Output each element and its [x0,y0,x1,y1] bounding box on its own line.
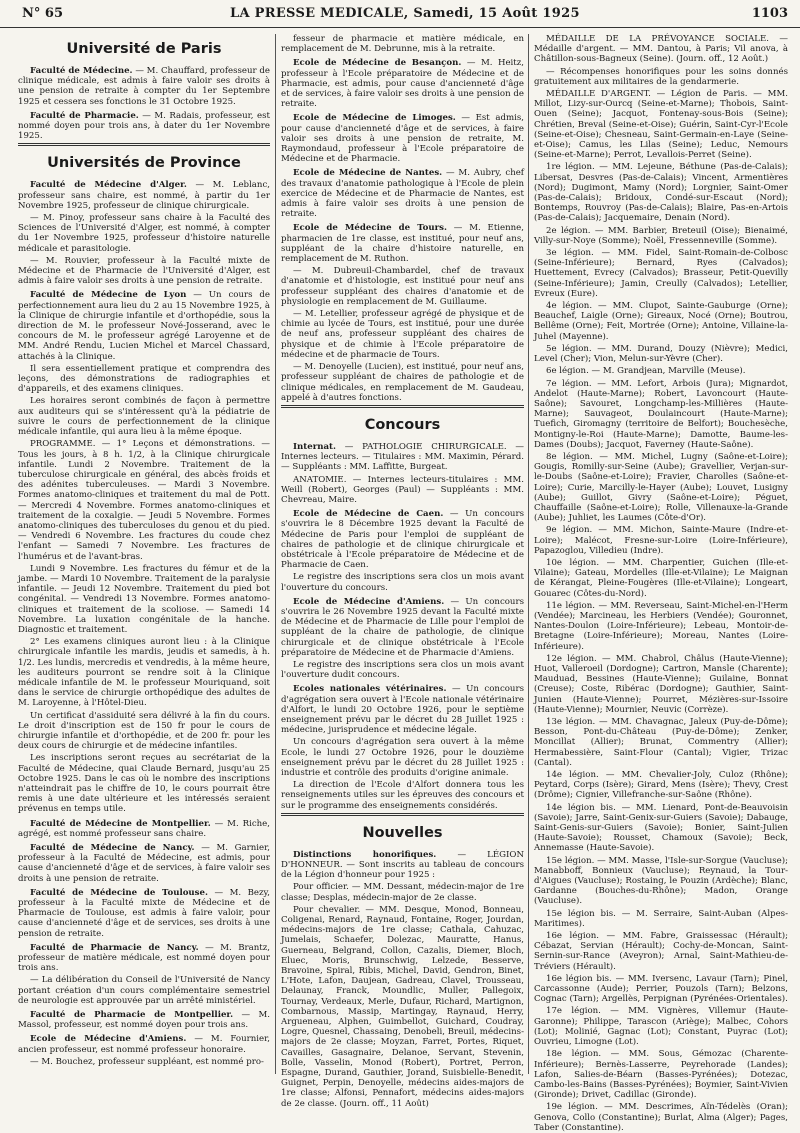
paragraph-lead: Ecole de Médecine de Caen. [293,509,444,520]
paragraph-lead: Faculté de Médecine de Montpellier. [30,818,211,829]
paragraph [534,379,788,450]
paragraph [281,309,524,360]
journal-title: LA PRESSE MEDICALE, Samedi, 15 Août 1925 [230,6,580,21]
paragraph-text: — LÉGION D'HONNEUR. — Sont inscrits au tableau de concours de la Légion d'honneur pour 1925 : [281,849,524,881]
paragraph-text: 6e légion. — M. Grandjean, Marville (Meuse). [546,366,746,377]
paragraph [18,439,270,561]
paragraph [281,572,524,592]
paragraph-text: 11e légion. — MM. Reverseau, Saint-Michel-en-l'Herm (Vendée); Marcineau, les Herbiers (Vendée); Gouronnet, Nantes-Doulon (Loire-Inférieure); Lebeau, Montoir-de-Bretagne (Loire-Inférieure); Moreau, Nantes (Loire-Inférieure). [534,600,788,652]
paragraph-text: — M. Dubreuil-Chambardel, chef de travaux d'anatomie et d'histologie, est institué pour neuf ans professeur suppléant des chaires d'anatomie et de physiologie en remplacement de M. Guillaume. [281,266,524,307]
paragraph [18,753,270,814]
paragraph [18,888,270,939]
paragraph [534,452,788,523]
paragraph-text: — M. Fournier, ancien professeur, est nommé professeur honoraire. [18,1034,270,1055]
paragraph-lead: Ecole de Médecine de Besançon. [293,58,462,69]
paragraph-lead: Faculté de Médecine de Lyon [30,290,187,301]
paragraph [281,780,524,811]
paragraph [18,1034,270,1054]
paragraph [18,843,270,884]
paragraph [534,909,788,929]
paragraph-text: 2e légion. — MM. Barbier, Breteuil (Oise); Bienaimé, Villy-sur-Noye (Somme); Noël, Fressenneville (Somme). [534,225,788,246]
paragraph-text: — M. Riche, agrégé, est nommé professeur sans chaire. [18,818,270,839]
paragraph [281,266,524,307]
section-title: Concours [364,416,441,433]
paragraph-text: Il sera essentiellement pratique et comprendra des leçons, des démonstrations de radiographies et d'appareils, et des examens cliniques. [18,363,270,395]
paragraph-lead: Ecole de Médecine d'Amiens. [293,596,445,607]
paragraph-text: — M. Bouchez, professeur suppléant, est nommé pro- [30,1056,264,1067]
paragraph [534,856,788,907]
paragraph-text: — Un concours d'agrégation sera ouvert à l'Ecole nationale vétérinaire d'Alfort, le lundi 20 Octobre 1926, pour le septième enseignement prévu par le décret du 28 Juillet 1925 : médecine, jurisprudence et médecine légale. [281,684,524,736]
paragraph [18,213,270,254]
paragraph-text: — Un cours de perfectionnement aura lieu du 2 au 15 Novembre 1925, à la Clinique de chirurgie infantile et d'orthopédie, sous la direction de M. le professeur Nové-Josserand, avec le concours de M. le professeur agrégé Laroyenne et de MM. André Rendu, Lucien Michel et Marcel Chassard, attachés à la Clinique. [18,290,270,362]
page-header [0,0,800,28]
paragraph [18,943,270,974]
paragraph-text: 2° Les examens cliniques auront lieu : à la Clinique chirurgicale infantile les mardis, jeudis et samedis, à h. 1/2. Les lundis, mercredis et vendredis, à la même heure, les auditeurs pourront se rendre soit à la Clinique médicale infantile de M. le professeur Mouriquand, soit dans le service de chirurgie orthopédique des adultes de M. Laroyenne, à l'Hôtel-Dieu. [18,637,270,709]
paragraph [18,66,270,107]
paragraph-text: Pour officier. — MM. Dessant, médecin-major de 1re classe; Desplas, médecin-major de 2e classe. [281,882,524,903]
paragraph-text: — M. Rouvier, professeur à la Faculté mixte de Médecine et de Pharmacie de l'Université d'Alger, est admis à faire valoir ses droits à une pension de retraite. [18,255,270,287]
paragraph-text: — PATHOLOGIE CHIRURGICALE. — Internes lecteurs. — Titulaires : MM. Maximin, Pérard. — Suppléants : MM. Laffitte, Burgeat. [281,441,524,473]
paragraph [281,362,524,403]
page-number: 1103 [751,6,788,21]
paragraph-text: — M. Heitz, professeur à l'Ecole préparatoire de Médecine et de Pharmacie, est admis, pour cause d'ancienneté d'âge et de services, à faire valoir ses droits à une pension de retraite. [281,58,524,110]
paragraph [534,770,788,801]
paragraph-text: 15e légion. — MM. Masse, l'Isle-sur-Sorgue (Vaucluse); Manabboff, Bonnieux (Vaucluse); Reynaud, la Tour-d'Aigues (Vaucluse); Rostaing, le Pouzin (Ardèche); Blanc, Gardanne (Bouches-du-Rhône); Madon, Orange (Vaucluse). [534,855,788,907]
paragraph [534,34,788,65]
paragraph-lead: Faculté de Médecine d'Alger. [30,180,187,191]
paragraph-text: Lundi 9 Novembre. Les fractures du fémur et de la jambe. — Mardi 10 Novembre. Traitement de la paralysie infantile. — Jeudi 12 Novembre. Traitement du pied bot congénital. — Vendredi 13 Novembre. Formes anatomo-cliniques et traitement de la scoliose. — Samedi 14 Novembre. La luxation congénitale de la hanche. Diagnostic et traitement. [18,563,270,635]
paragraph [281,737,524,778]
paragraph [18,364,270,395]
paragraph-lead: Faculté de Médecine de Nancy. [30,843,195,854]
column-middle [281,34,524,1109]
paragraph-lead: Faculté de Pharmacie. [30,110,139,121]
paragraph [534,525,788,556]
section-divider [18,143,270,146]
paragraph [534,248,788,299]
paragraph [18,180,270,211]
paragraph [281,475,524,506]
paragraph [534,301,788,342]
paragraph [18,1010,270,1030]
paragraph-text: 16e légion bis. — MM. Iversenc, Lavaur (Tarn); Pinel, Carcassonne (Aude); Perrier, Pouzols (Tarn); Belzons, Cognac (Tarn); Argellès, Perpignan (Pyrénées-Orientales). [534,973,788,1005]
paragraph [18,637,270,708]
paragraph-text: — M. Leblanc, professeur sans chaire, est nommé, à partir du 1er Novembre 1925, professeur de clinique chirurgicale. [18,180,270,211]
paragraph-text: 14e légion bis. — MM. Lienard, Pont-de-Beauvoisin (Savoie); Jarre, Saint-Genix-sur-Guiers (Savoie); Dabauge, Saint-Genis-sur-Guiers (Savoie); Bonier, Saint-Julien (Haute-Savoie); Rousset, Chamoux (Savoie); Beck, Annemasse (Haute-Savoie). [534,802,788,854]
paragraph-lead: Faculté de Médecine de Toulouse. [30,887,208,898]
paragraph-lead: Faculté de Médecine. [30,66,133,76]
paragraph-text: Pour chevalier. — MM. Desque, Monod, Bonneau, Coligenai, Renard, Raynaud, Fontaine, Roger, Jourdan, médecins-majors de 1re classe; Cathala, Cahuzac, Jumelais, Schaefer, Dolezac, Mauratte, Hanus, Guerneau, Belgrand, Collon, Cazalis, Diemer, Bloch, Eluec, Moris, Brunschwig, Lelzede, Besserve, Bravoine, Spiral, Ribis, Michel, David, Gendron, Binet, L'Hote, Lafon, Daujean, Gadreau, Clavel, Trousseau, Delaunay, Franck, Moundlic, Muller, Pallegoix, Tournay, Verdeaux, Merle, Dufaur, Richard, Martignon, Combarnous, Massip, Martingay, Raynaud, Herry, Argueneau, Alphen, Guimbellot, Guichard, Coudray, Logre, Quesnel, Chassaing, Denobeli, Breuil, médecins-majors de 2e classe; Moyzan, Farret, Portes, Riquet, Cavailles, Gasagnaire, Delanoe, Servant, Stevenin, Bolle, Vasselin, Monod (Robert), Portret, Perron, Espagne, Durand, Gauthier, Jorand, Suisbielle-Benedit, Guignet, Perpin, Denoyelle, médecins aides-majors de 1re classe; Alfonsi, Pennafort, médecins aides-majors de 2e classe. (Journ. off., 11 Août) [281,904,524,1109]
issue-number: N° 65 [22,6,63,21]
paragraph-text: Le registre des inscriptions sera clos un mois avant l'ouverture du concours. [281,572,524,593]
paragraph [281,223,524,264]
paragraph [281,34,524,54]
paragraph-lead: Distinctions honorifiques. [293,849,437,860]
paragraph [281,58,524,109]
paragraph-text: — Un concours s'ouvrira le 8 Décembre 1925 devant la Faculté de Médecine de Paris pour l'emploi de suppléant de chaires de pathologie et de clinique chirurgicale et obstétricale à l'Ecole préparatoire de Médecine et de Pharmacie de Caen. [281,509,524,571]
paragraph [281,168,524,219]
column-left [18,34,270,1076]
paragraph [18,975,270,1006]
paragraph-text: 18e légion. — MM. Sous, Gémozac (Charente-Inférieure); Bernès-Lasserre, Peyrehorade (Landes); Lafon, Salies-de-Béarn (Basses-Pyrénées); Dotezac, Cambo-les-Bains (Basses-Pyrénées); Boymier, Saint-Vivien (Gironde); Drivet, Cadillac (Gironde). [534,1049,788,1101]
paragraph-text: — M. Pinoy, professeur sans chaire à la Faculté des Sciences de l'Université d'Alger, est nommé, à compter du 1er Novembre 1925, professeur d'histoire naturelle médicale et parasitologie. [18,213,270,254]
paragraph [18,819,270,839]
paragraph-text: MÉDAILLE DE LA PRÉVOYANCE SOCIALE. — Médaille d'argent. — MM. Dantou, à Paris; Vil anova, à Châtillon-sous-Bagneux (Seine). (Journ. off., 12 Août.) [534,34,788,65]
paragraph-text: 9e légion. — MM. Michon, Sainte-Maure (Indre-et-Loire); Malécot, Fresne-sur-Loire (Loire-Inférieure), Papazoglou, Villedieu (Indre). [534,525,788,556]
paragraph-text: MÉDAILLE D'ARGENT. — Légion de Paris. — MM. Millot, Lizy-sur-Ourcq (Seine-et-Marne); Thobois, Saint-Ouen (Seine); Jacquot, Fontenay-sous-Bois (Seine); Chrétien, Breval (Seine-et-Oise); Guérin, Saint-Cyr-l'Ecole (Seine-et-Oise); Chesneau, Saint-Germain-en-Laye (Seine-et-Oise); Camus, les Lilas (Seine); Leduc, Nemours (Seine-et-Marne); Perrot, Levallois-Perret (Seine). [534,89,788,161]
paragraph [281,660,524,680]
paragraph [534,1049,788,1100]
paragraph-text: ANATOMIE. — Internes lecteurs-titulaires : MM. Weill (Robert), Georges (Paul) — Suppléants : MM. Chevreau, Maire. [281,474,524,505]
paragraph [281,684,524,735]
paragraph-text: — Un concours s'ouvrira le 26 Novembre 1925 devant la Faculté mixte de Médecine et de Pharmacie de Lille pour l'emploi de suppléant de la chaire de pathologie, de clinique chirurgicale et de clinique obstétricale à l'Ecole préparatoire de Médecine et de Pharmacie d'Amiens. [281,596,524,658]
paragraph [18,290,270,361]
paragraph [534,1006,788,1047]
paragraph [534,344,788,364]
paragraph [534,162,788,223]
paragraph-text: 3e légion. — MM. Fidel, Saint-Romain-de-Colbosc (Seine-Inférieure); Bernard, Ryes (Calvados); Huettement, Evrecy (Calvados); Brasseur, Petit-Quevilly (Seine-Inférieure); Jamin, Creully (Calvados); Letellier, Evreux (Eure). [534,248,788,299]
section-divider [281,405,524,408]
paragraph-lead: Faculté de Pharmacie de Montpellier. [30,1010,234,1021]
paragraph-text: 5e légion. — MM. Durand, Douzy (Nièvre); Medici, Level (Cher); Vion, Melun-sur-Yèvre (Cher). [534,343,788,365]
paragraph [534,931,788,972]
column-rule [275,34,276,1074]
paragraph [534,89,788,160]
paragraph-text: 19e légion. — MM. Descrimes, Aïn-Tédelès (Oran); Genova, Collo (Constantine); Burlat, Alma (Alger); Pages, Taber (Constantine). [534,1102,788,1133]
section-divider [281,813,524,816]
paragraph [281,442,524,473]
paragraph-lead: Ecole de Médecine d'Amiens. [30,1034,187,1045]
paragraph-lead: Ecole de Médecine de Tours. [293,223,447,234]
column-right [534,34,788,1133]
paragraph-lead: Ecole de Médecine de Nantes. [293,168,443,179]
paragraph-text: 10e légion. — MM. Charpentier, Guichen (Ille-et-Vilaine); Gateau, Mordelles (Ille-et-Vilaine); Le Maignan de Kérangat, Pleine-Fougères (Ille-et-Vilaine); Longeart, Gouarec (Côtes-du-Nord). [534,557,788,599]
paragraph-text: 15e légion bis. — M. Serraire, Saint-Auban (Alpes-Maritimes). [534,908,788,929]
paragraph-text: 8e légion. — MM. Michel, Lugny (Saône-et-Loire); Gougis, Romilly-sur-Seine (Aube); Gravellier, Verjan-sur-le-Doubs (Saône-et-Loire); Fravier, Charolles (Saône-et-Loire); Curie, Marcilly-le-Hayer (Aube); Louvet, Lusigny (Aube); Guillot, Givry (Saône-et-Loire); Péguet, Chauffaille (Saône-et-Loire); Rolle, Villenauxe-la-Grande (Aube); Juhliet, les Laumes (Côte-d'Or). [534,451,788,524]
paragraph-text: — M. Aubry, chef des travaux d'anatomie pathologique à l'Ecole de plein exercice de Médecine et de Pharmacie de Nantes, est admis à faire valoir ses droits à une pension de retraite. [281,168,524,220]
paragraph-text: — M. Denoyelle (Lucien), est institué, pour neuf ans, professeur suppléant de chaires de pathologie et de clinique médicales, en remplacement de M. Gaudeau, appelé à d'autres fonctions. [281,362,524,403]
paragraph-text: — Récompenses honorifiques pour les soins donnés gratuitement aux militaires de la gendarmerie. [534,66,788,87]
paragraph [18,396,270,437]
paragraph-text: 17e légion. — MM. Vignères, Villemur (Haute-Garonne); Philippe, Tarascon (Ariège); Malbec, Cohors (Lot); Molinié, Gagnac (Lot); Constant, Puyrac (Lot); Ouvrieu, Limogne (Lot). [534,1006,788,1048]
section-title: Nouvelles [362,824,443,841]
paragraph-text: 4e légion. — MM. Clupot, Sainte-Gauburge (Orne); Beauchef, Laigle (Orne); Gireaux, Nocé (Orne); Boutrou, Bellême (Orne); Feit, Mortrée (Orne); Antoine, Villaine-la-Juhel (Mayenne). [534,301,788,342]
paragraph [18,711,270,752]
paragraph-text: — M. Garnier, professeur à la Faculté de Médecine, est admis, pour cause d'ancienneté d'âge et de services, à faire valoir ses droits à une pension de retraite. [18,843,271,884]
paragraph-lead: Ecole de Médecine de Limoges. [293,113,456,124]
paragraph [281,597,524,658]
section-title: Universités de Province [47,155,241,172]
paragraph-text: — M. Massol, professeur, est nommé doyen pour trois ans. [18,1010,270,1031]
paragraph [18,1057,270,1067]
paragraph-text: Le registre des inscriptions sera clos un mois avant l'ouverture dudit concours. [281,659,524,681]
paragraph-text: Les horaires seront combinés de façon à permettre aux auditeurs qui se s'intéressent qu'à la pédiatrie de suivre le cours de perfectionnement de la clinique médicale infantile, qui aura lieu à la même époque. [18,396,270,438]
paragraph-text: — Est admis, pour cause d'ancienneté d'âge et de services, à faire valoir ses droits à une pension de retraite, M. Raymondaud, professeur à l'Ecole préparatoire de Médecine et de Pharmacie. [281,113,524,165]
paragraph-text: 16e légion. — MM. Fabre, Graissessac (Hérault); Cébazat, Servian (Hérault); Cochy-de-Moncan, Saint-Sernin-sur-Rance (Aveyron); Arnal, Saint-Mathieu-de-Tréviers (Hérault). [534,931,788,972]
paragraph [534,366,788,376]
paragraph-text: 12e légion. — MM. Chabrol, Châlus (Haute-Vienne); Huot, Valleroeil (Dordogne); Cartron, Mansle (Charente); Mauduad, Bessines (Haute-Vienne); Guilaine, Bonnat (Creuse); Coste, Ribérac (Dordogne); Gauthier, Saint-Junien (Haute-Vienne); Pourret, Mézières-sur-Issoire (Haute-Vienne); Mournier, Neuvic (Corrèze). [534,653,788,715]
paragraph-text: 14e légion. — MM. Chevalier-Joly, Culoz (Rhône); Peytard, Corps (Isère); Girard, Mens (Isère); Thevy, Crest (Drôme); Cignier, Villefranche-sur-Saône (Rhône). [534,770,788,801]
paragraph [534,67,788,87]
paragraph-text: PROGRAMME. — 1° Leçons et démonstrations. — Tous les jours, à 8 h. 1/2, à la Clinique chirurgicale infantile. Lundi 2 Novembre. Traitement de la tuberculose chirurgicale en général, des abcès froids et des adénites tuberculeuses. — Mardi 3 Novembre. Formes anatomo-cliniques et traitement du mal de Pott. — Mercredi 4 Novembre. Formes anatomo-cliniques et traitement de la coxalgie. — Jeudi 5 Novembre. Formes anatomo-cliniques des tuberculoses du genou et du pied. — Vendredi 6 Novembre. Les fractures du coude chez l'enfant — Samedi 7 Novembre. Les fractures de l'humérus et de l'avant-bras. [18,439,270,562]
paragraph-text: — M. Etienne, pharmacien de 1re classe, est institué, pour neuf ans, suppléant de la chaire d'histoire naturelle, en remplacement de M. Ruthon. [281,223,524,265]
paragraph-text: — M. Brantz, professeur de matière médicale, est nommé doyen pour trois ans. [18,942,270,974]
paragraph-text: 13e légion. — MM. Chavagnac, Jaleux (Puy-de-Dôme); Besson, Pont-du-Château (Puy-de-Dôme); Zenker, Moncillat (Allier); Brunat, Commentry (Allier); Hermabessière, Saint-Flour (Cantal); Vigier, Trizac (Cantal). [534,717,788,768]
paragraph-text: 7e légion. — MM. Lefort, Arbois (Jura); Mignardot, Andelot (Haute-Marne); Robert, Lavoncourt (Haute-Saône); Savouret, Longchamp-les-Millières (Haute-Marne); Sauvageot, Doulaincourt (Haute-Marne); Tuefich, Giromagny (territoire de Belfort); Bouchesèche, Montigny-le-Roi (Haute-Marne); Damotte, Baume-les-Dames (Doubs); Jacquot, Faverney (Haute-Saône). [534,378,788,450]
paragraph [18,564,270,635]
paragraph-text: Un concours d'agrégation sera ouvert à la même Ecole, le lundi 27 Octobre 1926, pour le douzième enseignement prévu par le décret du 28 Juillet 1925 : industrie et contrôle des produits d'origine animale. [281,737,524,778]
paragraph-text: fesseur de pharmacie et matière médicale, en remplacement de M. Debrunne, mis à la retraite. [281,34,524,55]
paragraph [534,717,788,768]
paragraph-text: — M. Letellier, professeur agrégé de physique et de chimie au lycée de Tours, est institué, pour une durée de neuf ans, professeur suppléant des chaires de physique et de chimie à l'Ecole préparatoire de médecine et de pharmacie de Tours. [281,309,524,360]
paragraph-lead: Ecoles nationales vétérinaires. [293,684,447,695]
paragraph-lead: Internat. [293,441,337,452]
paragraph-text: 1re légion. — MM. Lejeune, Béthune (Pas-de-Calais); Libersat, Desvres (Pas-de-Calais); Vincent, Armentières (Nord); Dugimont, Mamy (Nord); Lorgnier, Saint-Omer (Pas-de-Calais); Bridoux, Condé-sur-Escaut (Nord); Bontemps, Rouvroy (Pas-de-Calais); Blaire, Pas-en-Artois (Pas-de-Calais); Jacquemaire, Denain (Nord). [534,162,788,224]
paragraph [281,905,524,1109]
paragraph [281,850,524,881]
paragraph [18,111,270,142]
paragraph-text: — La délibération du Conseil de l'Université de Nancy portant création d'un cours complémentaire semestriel de neurologie est approuvée par un arrêté ministériel. [18,975,270,1006]
paragraph-text: Les inscriptions seront reçues au secrétariat de la Faculté de Médecine, quai Claude Bernard, jusqu'au 25 Octobre 1925. Dans le cas où le nombre des inscriptions n'atteindrait pas le chiffre de 10, le cours pourrait être remis à une date ultérieure et les intéressés seraient prévenus en temps utile. [18,753,270,815]
paragraph [18,256,270,287]
section-title: Université de Paris [66,41,222,57]
paragraph-text: — M. Bezy, professeur à la Faculté mixte de Médecine et de Pharmacie de Toulouse, est admis à faire valoir, pour cause d'ancienneté d'âge et de services, ses droits à une pension de retraite. [18,887,270,939]
paragraph-text: — M. Radais, professeur, est nommé doyen pour trois ans, à dater du 1er Novembre 1925. [18,110,270,142]
paragraph [281,113,524,164]
paragraph-lead: Faculté de Pharmacie de Nancy. [30,942,199,953]
paragraph [281,882,524,902]
column-rule [528,34,529,1074]
paragraph [534,1102,788,1133]
paragraph [534,558,788,599]
paragraph [534,601,788,652]
paragraph [534,974,788,1005]
paragraph-text: La direction de l'Ecole d'Alfort donnera tous les renseignements utiles sur les épreuves des concours et sur le programme des enseignements considérés. [281,780,524,811]
paragraph [281,509,524,570]
paragraph-text: Un certificat d'assiduité sera délivré à la fin du cours. Le droit d'inscription est de 150 fr pour le cours de chirurgie infantile et d'orthopédie, et de 200 fr. pour les deux cours de chirurgie et de médecine infantiles. [18,710,270,752]
paragraph [534,226,788,246]
paragraph [534,654,788,715]
paragraph [534,803,788,854]
paragraph-text: — M. Chauffard, professeur de clinique médicale, est admis à faire valoir ses droits à une pension de retraite à compter du 1er Septembre 1925 et cessera ses fonctions le 31 Octobre 1925. [18,66,270,107]
